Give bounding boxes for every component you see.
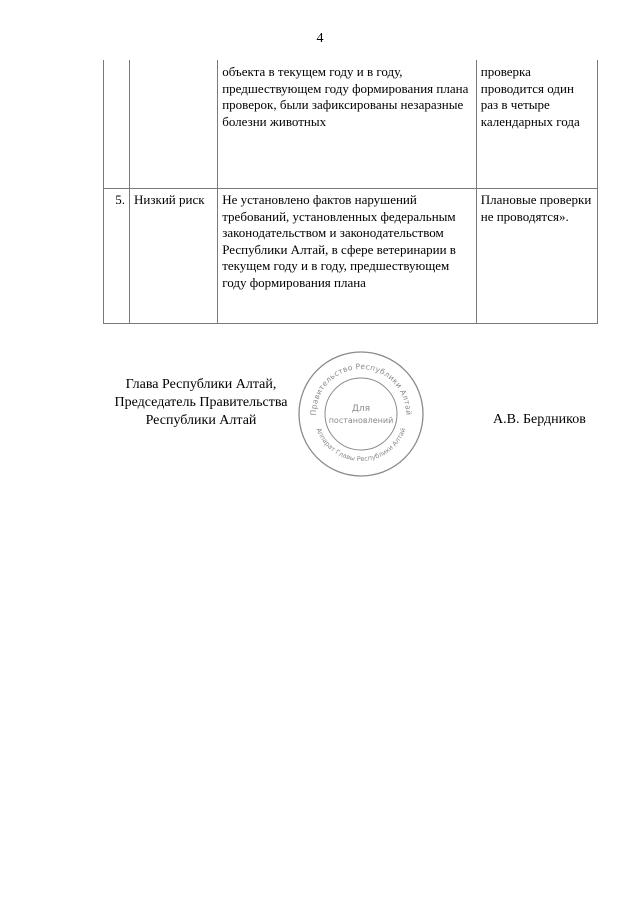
signatory-name: А.В. Бердников <box>493 412 586 427</box>
signatory-position-line: Республики Алтай <box>145 413 257 428</box>
inspection-frequency-cell: проверка проводится один раз в четыре календарных года <box>476 60 597 189</box>
signatory-position <box>106 376 296 430</box>
signatory-position-line: Председатель Правительства <box>114 395 288 410</box>
risk-category-cell: Низкий риск <box>130 189 218 324</box>
signatory-position-line: Глава Республики Алтай, <box>125 377 277 392</box>
inspection-frequency-cell: Плановые проверки не проводятся». <box>476 189 597 324</box>
risk-category-table <box>103 60 598 324</box>
seal-inner-ring <box>325 378 397 450</box>
seal-center-line-1: Для <box>351 404 371 414</box>
table-row <box>104 189 598 324</box>
seal-center-line-2: постановлений <box>328 416 394 425</box>
table-row <box>104 60 598 189</box>
criteria-cell: Не установлено фактов нарушений требований, установленных федеральным законодательством и законодательством Республики Алтай, в сфере ветеринарии в текущем году и в году, предшествующем году формирования плана <box>218 189 477 324</box>
page-number: 4 <box>316 31 324 46</box>
seal-outer-text: Правительство Республики Алтай <box>308 361 414 416</box>
criteria-cell: объекта в текущем году и в году, предшествующем году формирования плана проверок, были зафиксированы незаразные болезни животных <box>218 60 477 189</box>
row-number-cell: 5. <box>104 189 130 324</box>
seal-bottom-text: Аппарат Главы Республики Алтай <box>314 426 408 464</box>
official-seal-stamp <box>296 349 426 479</box>
risk-category-cell <box>130 60 218 189</box>
row-number-cell <box>104 60 130 189</box>
